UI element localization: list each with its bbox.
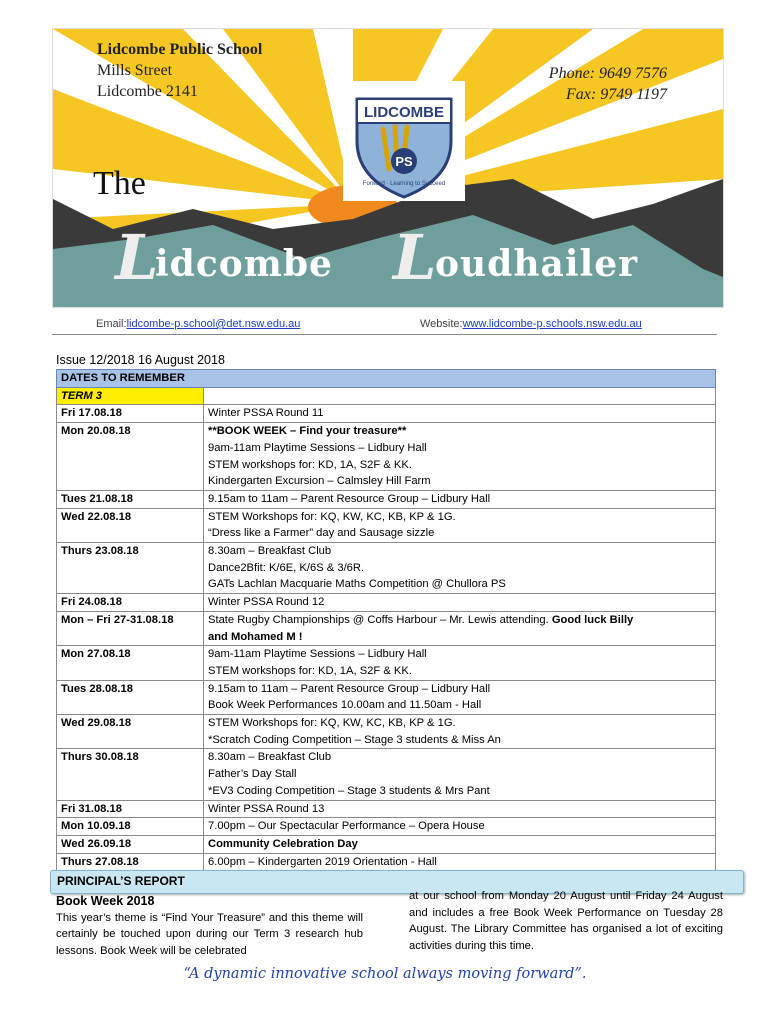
event-text: Winter PSSA Round 13 (208, 802, 325, 815)
event-line (208, 543, 711, 560)
event-text: STEM Workshops for: KQ, KW, KC, KB, KP & 1G. (208, 717, 456, 730)
event-line (208, 440, 711, 457)
event-details (204, 800, 716, 818)
table-row (57, 543, 716, 594)
event-text: State Rugby Championships @ Coffs Harbour – Mr. Lewis attending. (208, 613, 552, 626)
event-line (208, 594, 711, 611)
contact-links (52, 316, 717, 335)
phone: Phone: 9649 7576 (548, 65, 667, 82)
event-text: Winter PSSA Round 11 (208, 407, 324, 420)
school-address (97, 39, 262, 102)
website-link[interactable]: www.lidcombe-p.schools.nsw.edu.au (462, 318, 642, 330)
event-line: and Mohamed M ! (208, 630, 303, 643)
event-line (208, 473, 711, 490)
event-text: STEM Workshops for: KQ, KW, KC, KB, KP & 1G. (208, 510, 456, 523)
event-line (208, 854, 711, 871)
title-initial-1: L (115, 221, 159, 294)
report-column-2: at our school from Monday 20 August until Friday 24 August and includes a free Book Week Performance on Tuesday 28 August. The Library Committee has organised a lot of exciting activities during this time. (409, 890, 723, 952)
event-date: Mon 27.08.18 (57, 646, 204, 680)
table-row (57, 646, 716, 680)
event-line (208, 612, 711, 629)
table-row (57, 423, 716, 491)
event-line (208, 766, 711, 783)
event-text: Winter PSSA Round 12 (208, 596, 325, 609)
report-column-1 (56, 893, 363, 959)
logo-text: LIDCOMBE (364, 104, 444, 121)
event-text: 6.00pm – Kindergarten 2019 Orientation - Hall (208, 855, 437, 868)
event-details (204, 818, 716, 836)
event-text: 9am-11am Playtime Sessions – Lidbury Hall (208, 648, 427, 661)
email-line (96, 318, 300, 330)
event-details (204, 543, 716, 594)
event-date: Tues 28.08.18 (57, 680, 204, 714)
event-line (208, 405, 711, 422)
event-line (208, 818, 711, 835)
event-date: Thurs 27.08.18 (57, 853, 204, 871)
event-line (208, 560, 711, 577)
event-details (204, 749, 716, 800)
event-line (208, 681, 711, 698)
dates-heading: DATES TO REMEMBER (57, 370, 716, 388)
event-details (204, 646, 716, 680)
report-heading-text: PRINCIPAL’S REPORT (57, 874, 185, 888)
table-row (57, 835, 716, 853)
event-line (208, 457, 711, 474)
event-text: Kindergarten Excursion – Calmsley Hill Farm (208, 475, 431, 488)
event-text: Community Celebration Day (208, 837, 358, 850)
school-logo (343, 81, 465, 201)
issue-line: Issue 12/2018 16 August 2018 (56, 353, 225, 367)
event-date: Mon – Fri 27-31.08.18 (57, 611, 204, 645)
event-text: Book Week Performances 10.00am and 11.50am - Hall (208, 699, 482, 712)
event-text: **BOOK WEEK – Find your treasure** (208, 425, 407, 438)
event-text: *Scratch Coding Competition – Stage 3 students & Miss An (208, 733, 501, 746)
event-date: Wed 29.08.18 (57, 715, 204, 749)
event-line (208, 732, 711, 749)
event-details (204, 405, 716, 423)
event-text: 9.15am to 11am – Parent Resource Group – Lidbury Hall (208, 492, 491, 505)
event-text: 8.30am – Breakfast Club (208, 751, 332, 764)
website-label: Website: (420, 318, 463, 330)
masthead-the: The (93, 165, 146, 202)
event-date: Thurs 30.08.18 (57, 749, 204, 800)
event-line (208, 576, 711, 593)
event-text: *EV3 Coding Competition – Stage 3 students & Mrs Pant (208, 784, 490, 797)
event-line (208, 646, 711, 663)
email-link[interactable]: lidcombe-p.school@det.nsw.edu.au (126, 318, 301, 330)
report-text-1: This year’s theme is “Find Your Treasure” and this theme will certainly be touched upon during our Term 3 research hub lessons. Book Week will be celebrated (56, 911, 363, 957)
table-row (57, 405, 716, 423)
masthead-banner (52, 28, 724, 308)
title-initial-2: L (393, 221, 437, 294)
title-word-1: idcombe (155, 243, 333, 285)
dates-table (56, 369, 716, 871)
event-date: Tues 21.08.18 (57, 490, 204, 508)
table-row (57, 749, 716, 800)
event-text: Father’s Day Stall (208, 768, 297, 781)
table-row (57, 680, 716, 714)
contact-details (549, 63, 667, 105)
event-line (208, 836, 711, 853)
event-text: 7.00pm – Our Spectacular Performance – Opera House (208, 820, 485, 833)
event-date: Wed 26.09.18 (57, 835, 204, 853)
event-details (204, 490, 716, 508)
event-details (204, 423, 716, 491)
event-line (208, 697, 711, 714)
event-line (208, 783, 711, 800)
title-word-2: oudhailer (435, 243, 639, 285)
event-text: STEM workshops for: KD, 1A, S2F & KK. (208, 664, 412, 677)
term-label: TERM 3 (57, 387, 204, 405)
event-line (208, 749, 711, 766)
event-details (204, 715, 716, 749)
street: Mills Street (97, 62, 173, 79)
logo-motto: Forward · Learning to Succeed (362, 181, 446, 187)
suburb: Lidcombe 2141 (97, 83, 198, 100)
fax: Fax: 9749 1197 (565, 86, 667, 103)
event-details (204, 611, 716, 645)
school-name: Lidcombe Public School (97, 41, 263, 58)
table-row (57, 853, 716, 871)
event-text-bold: Good luck Billy (551, 613, 634, 626)
school-motto: “A dynamic innovative school always moving forward”. (183, 966, 587, 982)
newsletter-title (115, 221, 715, 294)
event-date: Wed 22.08.18 (57, 508, 204, 542)
event-text: 8.30am – Breakfast Club (208, 545, 332, 558)
table-row (57, 715, 716, 749)
event-text: 9.15am to 11am – Parent Resource Group – Lidbury Hall (208, 682, 491, 695)
event-text: GATs Lachlan Macquarie Maths Competition @ Chullora PS (208, 578, 506, 591)
event-text: STEM workshops for: KD, 1A, S2F & KK. (208, 458, 412, 471)
event-date: Fri 31.08.18 (57, 800, 204, 818)
table-row (57, 800, 716, 818)
event-details (204, 680, 716, 714)
table-row (57, 508, 716, 542)
event-text: Dance2Bfit: K/6E, K/6S & 3/6R. (208, 561, 365, 574)
event-date: Fri 17.08.18 (57, 405, 204, 423)
event-line (208, 801, 711, 818)
event-line (208, 663, 711, 680)
event-details (204, 508, 716, 542)
event-date: Mon 10.09.18 (57, 818, 204, 836)
event-date: Mon 20.08.18 (57, 423, 204, 491)
table-row (57, 818, 716, 836)
event-details (204, 853, 716, 871)
table-row (57, 611, 716, 645)
report-subheading: Book Week 2018 (56, 894, 155, 908)
event-line (208, 525, 711, 542)
event-line (208, 715, 711, 732)
event-line (208, 491, 711, 508)
event-date: Fri 24.08.18 (57, 594, 204, 612)
event-line (208, 423, 711, 440)
table-row (57, 594, 716, 612)
event-date: Thurs 23.08.18 (57, 543, 204, 594)
event-details (204, 594, 716, 612)
crest-icon (343, 81, 465, 201)
event-details (204, 835, 716, 853)
email-label: Email: (96, 318, 127, 330)
table-row (57, 490, 716, 508)
website-line (420, 318, 642, 330)
event-text: “Dress like a Farmer” day and Sausage sizzle (208, 527, 435, 540)
event-text: 9am-11am Playtime Sessions – Lidbury Hall (208, 441, 427, 454)
logo-ps: PS (395, 154, 413, 169)
event-line (208, 509, 711, 526)
